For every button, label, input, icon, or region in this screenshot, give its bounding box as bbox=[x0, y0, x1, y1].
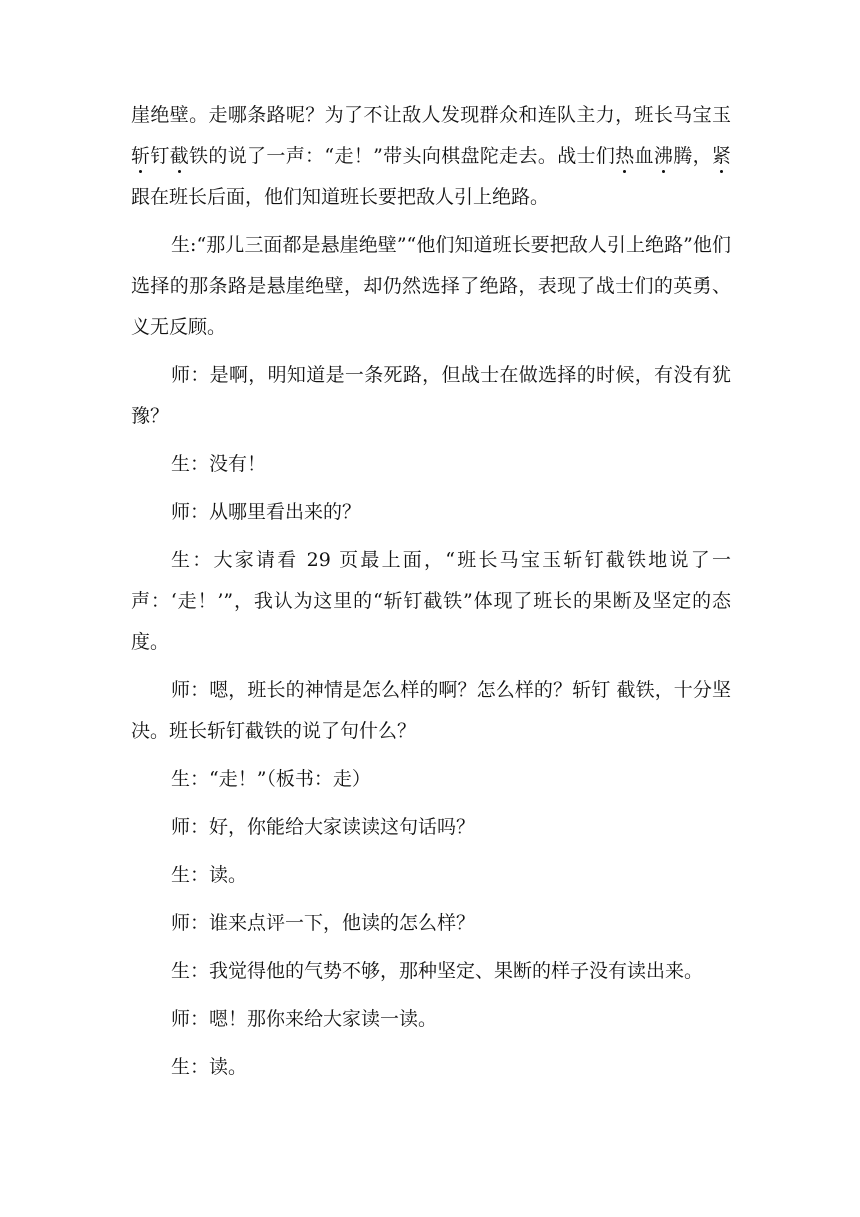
text-segment: 跟在班长后面，他们知道班长要把敌人引上绝路。 bbox=[131, 186, 550, 208]
dialogue-paragraph: 师：从哪里看出来的？ bbox=[171, 501, 362, 523]
dialogue-paragraph: 生：读。 bbox=[171, 864, 248, 886]
dialogue-paragraph: 生：没有！ bbox=[171, 453, 267, 475]
emphasis-dot-char: 沸 bbox=[653, 145, 674, 167]
emphasis-dot-char: 紧 bbox=[711, 145, 731, 167]
text-segment: 腾， bbox=[673, 145, 712, 167]
dialogue-paragraph: 生：“走！”（板书：走） bbox=[171, 768, 371, 790]
emphasis-dot-char: 斩 bbox=[131, 145, 151, 167]
text-segment: 钉 bbox=[150, 145, 170, 167]
emphasis-dot-char: 截 bbox=[169, 145, 190, 167]
dialogue-paragraph: 生:“那儿三面都是悬崖绝壁”“他们知道班长要把敌人引上绝路”他们选择的那条路是悬崖绝壁，却仍然选择了绝路，表现了战士们的英勇、义无反顾。 bbox=[131, 234, 731, 338]
dialogue-paragraph: 生：读。 bbox=[171, 1056, 248, 1078]
dialogue-paragraph: 生：大家请看 29 页最上面，“班长马宝玉斩钉截铁地说了一声：‘走！’”，我认为这里的“斩钉截铁”体现了班长的果断及坚定的态度。 bbox=[131, 549, 731, 653]
dialogue-paragraph: 师：嗯！那你来给大家读一读。 bbox=[171, 1008, 438, 1030]
text-segment: 血 bbox=[634, 145, 654, 167]
dialogue-paragraph: 生：我觉得他的气势不够，那种坚定、果断的样子没有读出来。 bbox=[171, 960, 704, 982]
dialogue-paragraph: 师：好，你能给大家读读这句话吗？ bbox=[171, 816, 476, 838]
emphasis-dot-char: 热 bbox=[615, 145, 635, 167]
paragraph-continuation bbox=[131, 95, 731, 218]
document-body bbox=[131, 95, 731, 1095]
dialogue-paragraph: 师：嗯，班长的神情是怎么样的啊？怎么样的？斩钉 截铁，十分坚决。班长斩钉截铁的说了句什么？ bbox=[131, 679, 731, 742]
text-segment: 崖绝壁。走哪条路呢？为了不让敌人发现群众和连队主力，班长马宝玉 bbox=[131, 104, 731, 126]
dialogue-paragraph: 师：谁来点评一下，他读的怎么样？ bbox=[171, 912, 476, 934]
dialogue-paragraph: 师：是啊，明知道是一条死路，但战士在做选择的时候，有没有犹豫？ bbox=[131, 364, 731, 427]
text-segment: 铁的说了一声：“走！”带头向棋盘陀走去。战士们 bbox=[189, 145, 616, 167]
